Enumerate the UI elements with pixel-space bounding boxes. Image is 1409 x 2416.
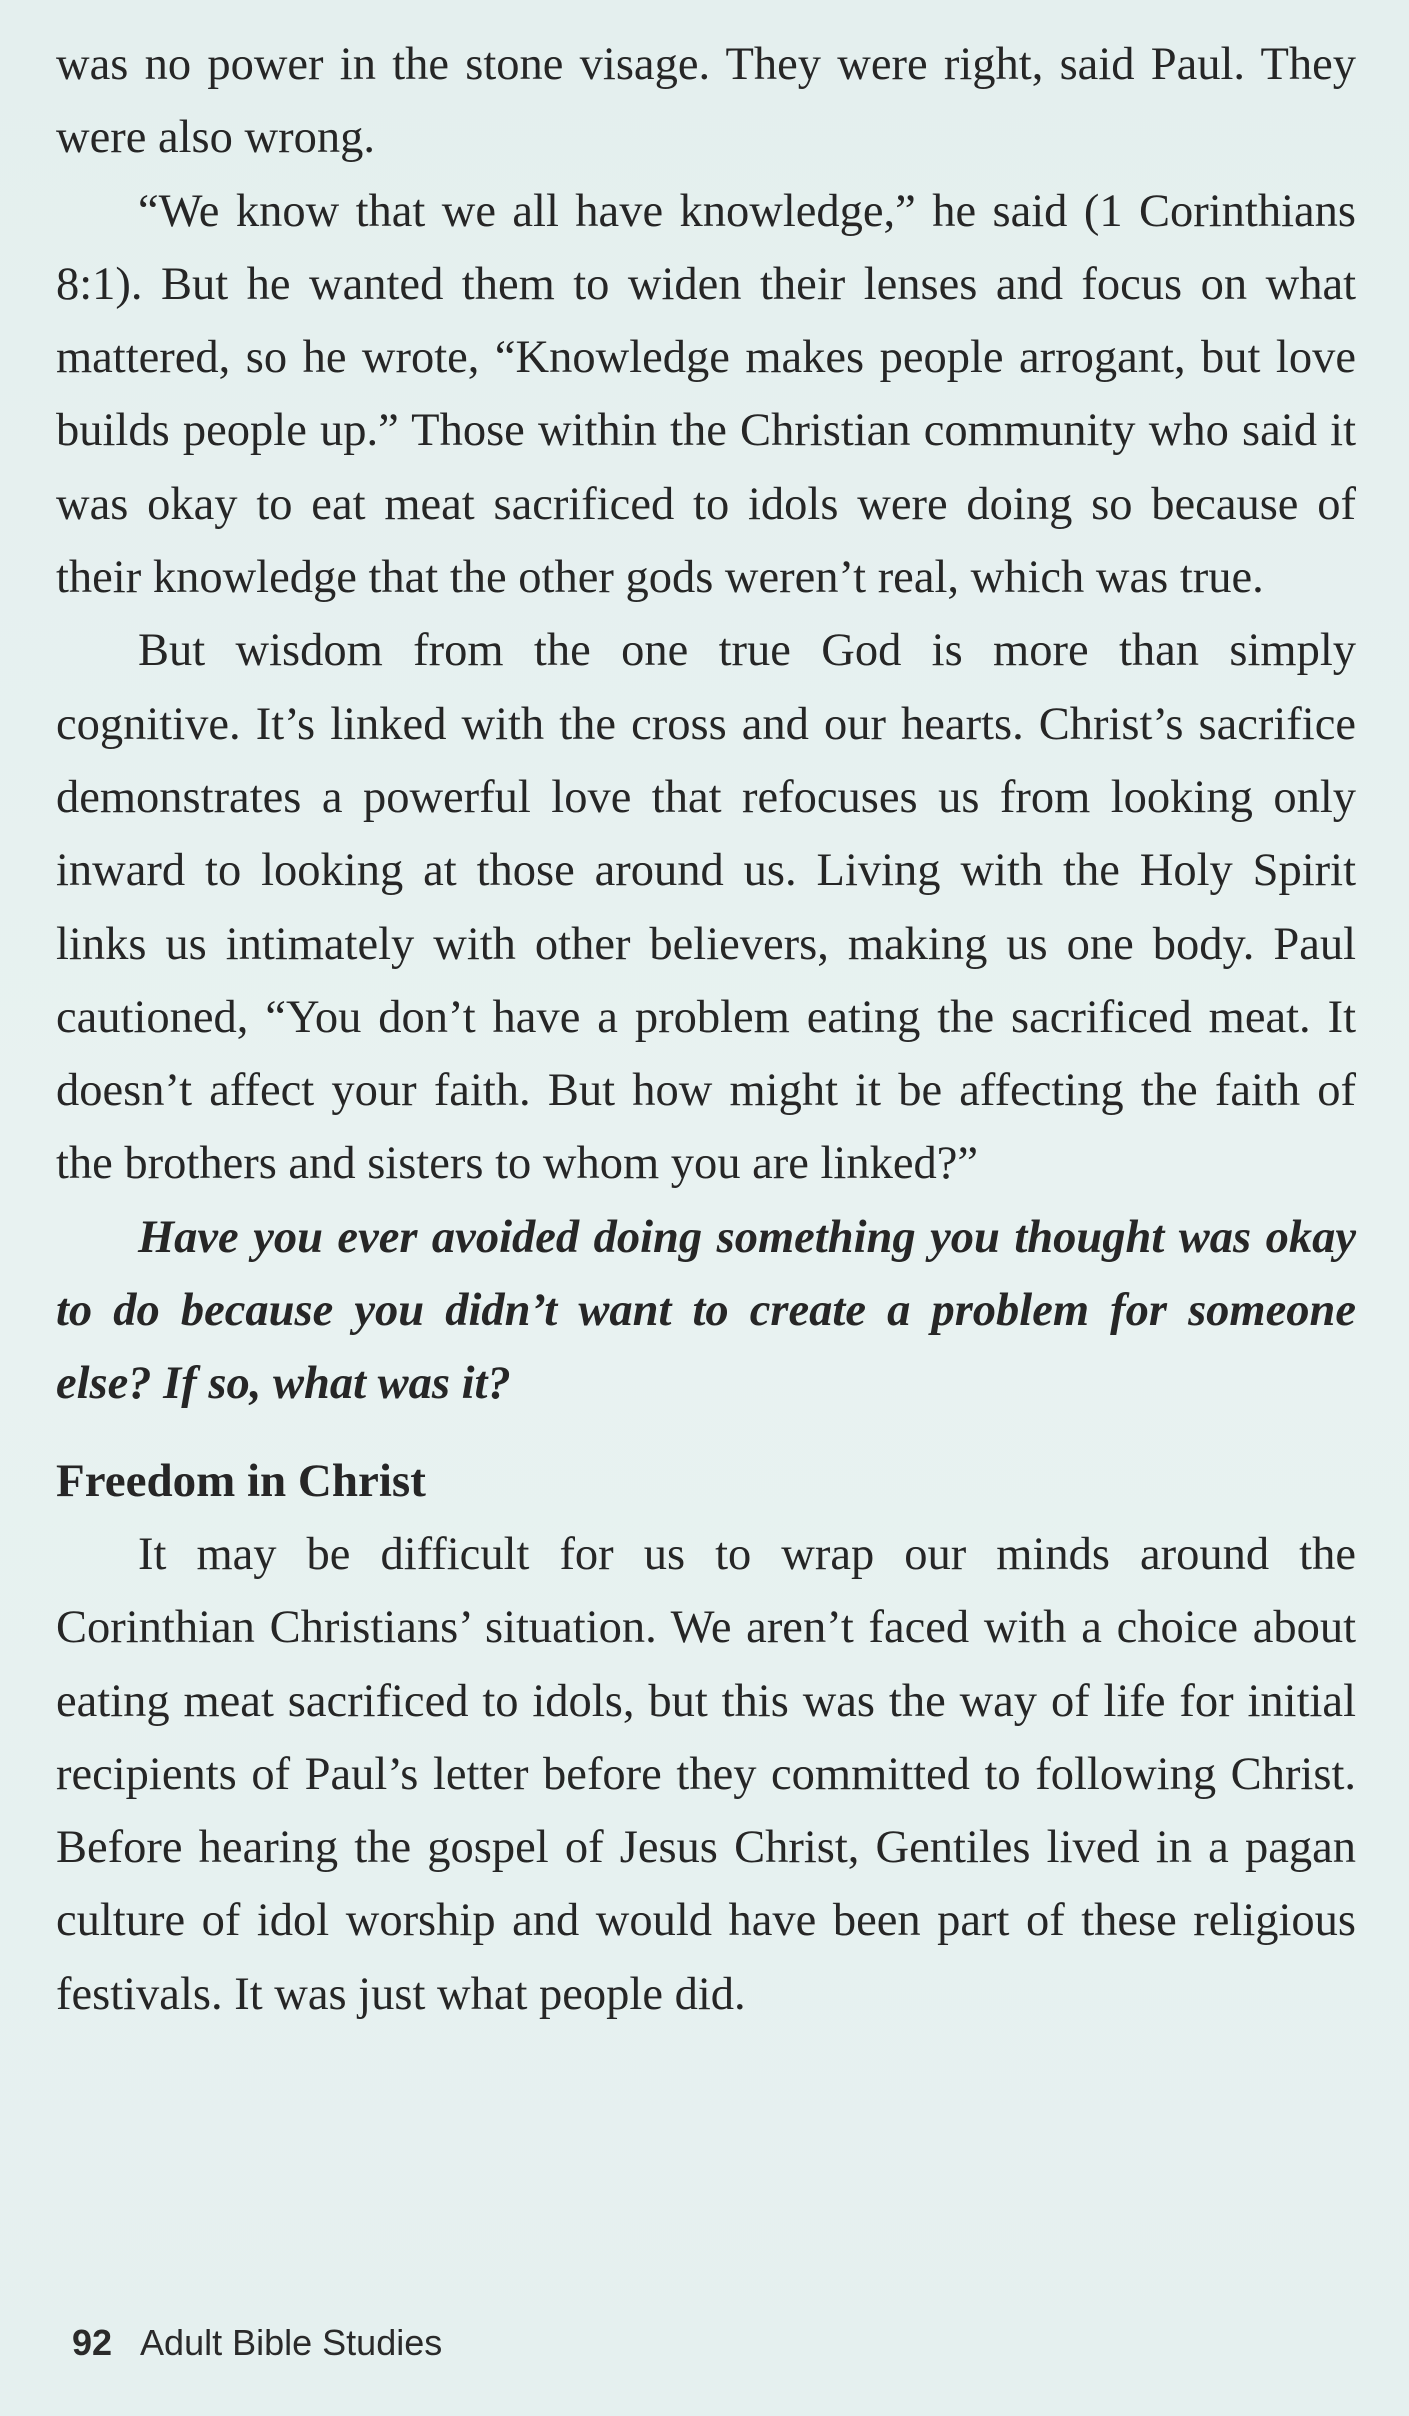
body-text [56,28,1356,2031]
running-footer-title: Adult Bible Studies [140,2322,443,2363]
paragraph-wisdom: But wisdom from the one true God is more than simply cognitive. It’s linked with the cross and our hearts. Christ’s sacrifice demonstrates a powerful love that refocuses us from looking only inward to looking at those around us. Living with the Holy Spirit links us intimately with other believers, making us one body. Paul cautioned, “You don’t have a problem eating the sacrificed meat. It doesn’t affect your faith. But how might it be affecting the faith of the brothers and sisters to whom you are linked?” [56,625,1356,1190]
paragraph-continuation: was no power in the stone visage. They were right, said Paul. They were also wrong. [56,39,1356,164]
section-heading: Freedom in Christ [56,1454,426,1507]
page-number: 92 [72,2322,113,2363]
paragraph-freedom: It may be difficult for us to wrap our minds around the Corinthian Christians’ situation. We aren’t faced with a choice about eating meat sacrificed to idols, but this was the way of life for initial recipients of Paul’s letter before they committed to following Christ. Before hearing the gospel of Jesus Christ, Gentiles lived in a pagan culture of idol worship and would have been part of these religious festivals. It was just what people did. [56,1528,1356,2020]
reflection-question: Have you ever avoided doing something you thought was okay to do because you didn’t want to create a problem for someone else? If so, what was it? [56,1211,1356,1410]
paragraph-knowledge: “We know that we all have knowledge,” he said (1 Corinthians 8:1). But he wanted them to widen their lenses and focus on what mattered, so he wrote, “Knowledge makes people arrogant, but love builds people up.” Those within the Christian community who said it was okay to eat meat sacrificed to idols were doing so because of their knowledge that the other gods weren’t real, which was true. [56,185,1356,604]
page-footer [72,2322,442,2364]
